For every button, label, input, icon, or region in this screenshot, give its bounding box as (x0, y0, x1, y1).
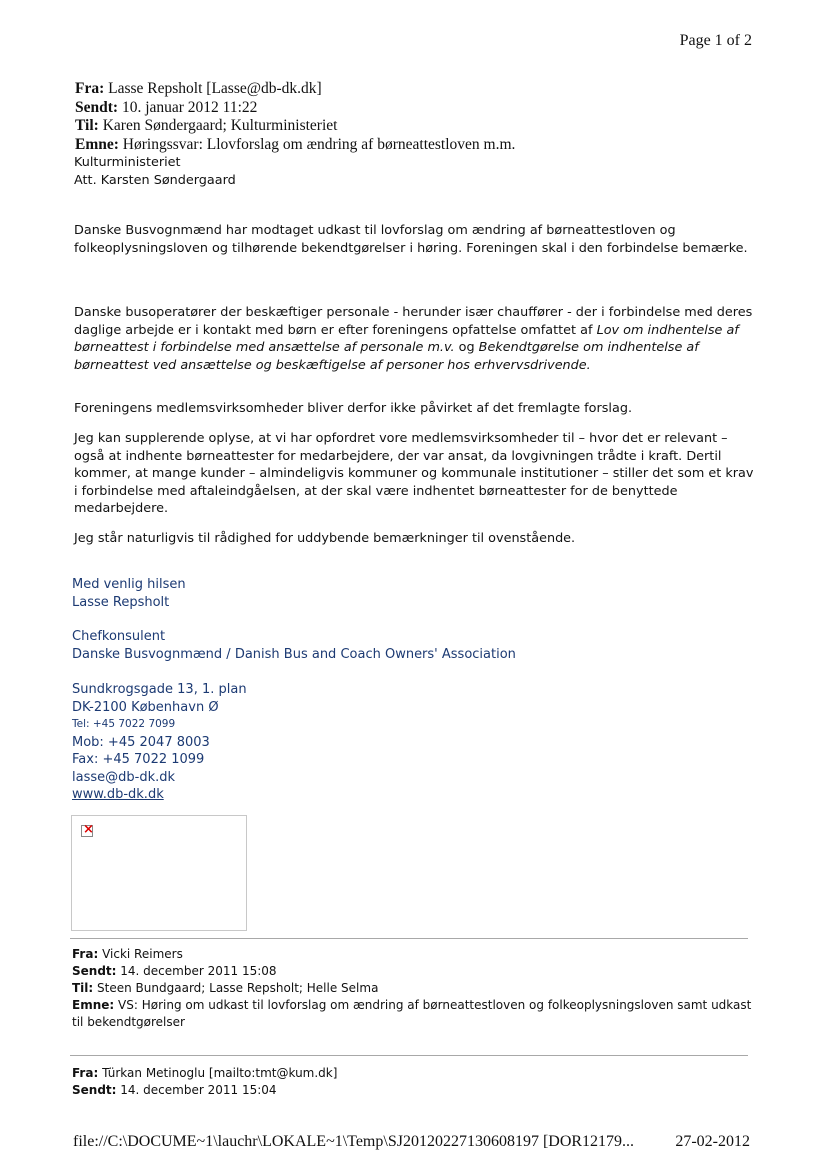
signature-greeting: Med venlig hilsen Lasse Repsholt (72, 577, 186, 610)
signature-address: Sundkrogsgade 13, 1. plan (72, 682, 247, 697)
forwarded-header-2: Fra: Türkan Metinoglu [mailto:tmt@kum.dk] Sendt: 14. december 2011 15:04 (72, 1066, 338, 1097)
signature-mob: Mob: +45 2047 8003 (72, 734, 210, 750)
signature-web-link[interactable]: www.db-dk.dk (72, 787, 164, 802)
page-number: Page 1 of 2 (679, 32, 752, 49)
email-header (75, 80, 515, 154)
recipient-attention: Att. Karsten Søndergaard (74, 172, 236, 188)
signature-contact (72, 681, 247, 804)
body-paragraph-4: Jeg kan supplerende oplyse, at vi har opfordret vore medlemsvirksomheder til – hvor det er relevant – også at indhente børneattester for medarbejdere, der var ansat, da lovgivningen trådte i kraft. Dertil kommer, at mange kunder – almindeligvis kommuner og kommunale institutioner – stiller det som et krav i forbindelse med aftaleindgåelsen, at der skal være indhentet børneattester for de benyttede medarbejdere. (74, 431, 754, 516)
divider (70, 938, 748, 939)
body-paragraph-3: Foreningens medlemsvirksomheder bliver derfor ikke påvirket af det fremlagte forslag. (74, 401, 633, 416)
signature-title: Chefkonsulent (72, 629, 166, 644)
signature-org: Danske Busvognmænd / Danish Bus and Coach Owners' Association (72, 646, 516, 662)
signature-fax: Fax: +45 7022 1099 (72, 752, 205, 767)
header-subject: Emne: Høringssvar: Llovforslag om ændring af børneattestloven m.m. (75, 135, 516, 153)
footer-file-path: file://C:\DOCUME~1\lauchr\LOKALE~1\Temp\SJ20120227130608197 [DOR12179... (73, 1133, 635, 1150)
broken-image-frame (71, 815, 247, 931)
signature-email-link[interactable]: lasse@db-dk.dk (72, 769, 176, 785)
recipient-block (74, 154, 236, 189)
footer-date: 27-02-2012 (675, 1133, 750, 1150)
signature-tel: Tel: +45 7022 7099 (72, 718, 176, 730)
header-sent: Sendt: 10. januar 2012 11:22 (75, 98, 258, 116)
body-paragraph-2: Danske busoperatører der beskæftiger personale - herunder især chauffører - der i forbindelse med deres daglige arbejde er i kontakt med børn er efter foreningens opfattelse omfattet af Lov om indhentelse af børneattest i forbindelse med ansættelse af personale m.v. og Bekendtgørelse om indhentelse af børneattest ved ansættelse og beskæftigelse af personer hos erhvervsdrivende. (74, 305, 753, 373)
recipient-line: Kulturministeriet (74, 155, 181, 170)
divider (70, 1055, 748, 1056)
signature-name: Lasse Repsholt (72, 594, 170, 610)
body-paragraph-5: Jeg står naturligvis til rådighed for uddybende bemærkninger til ovenstående. (74, 531, 576, 546)
header-from: Fra: Lasse Repsholt [Lasse@db-dk.dk] (75, 80, 322, 97)
signature-title-block (72, 628, 516, 663)
broken-image-icon (81, 825, 93, 837)
signature-city: DK-2100 København Ø (72, 699, 219, 715)
body-paragraph-1: Danske Busvognmænd har modtaget udkast til lovforslag om ændring af børneattestloven og folkeoplysningsloven og tilhørende bekendtgørelser i høring. Foreningen skal i den forbindelse bemærke. (74, 223, 748, 256)
header-to: Til: Karen Søndergaard; Kulturministeriet (75, 117, 338, 134)
forwarded-header-1: Fra: Vicki Reimers Sendt: 14. december 2011 15:08 Til: Steen Bundgaard; Lasse Repsholt; Helle Selma Emne: VS: Høring om udkast til lovforslag om ændring af børneattestloven og folkeoplysningsloven samt udkast til bekendtgørelser (72, 947, 752, 1029)
